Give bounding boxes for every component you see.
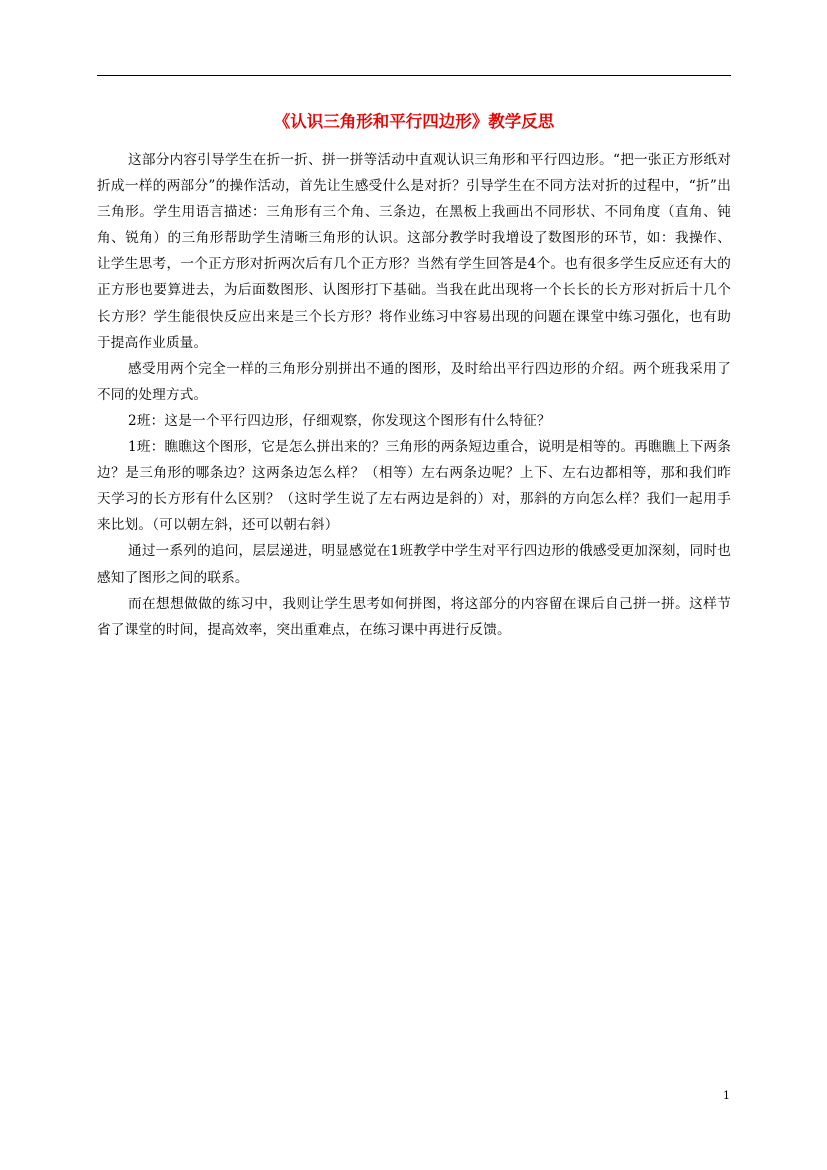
paragraph-class-2: 2班：这是一个平行四边形，仔细观察，你发现这个图形有什么特征？: [128, 412, 551, 429]
paragraph-intro: 这部分内容引导学生在折一折、拼一拼等活动中直观认识三角形和平行四边形。“把一张正方形纸对折成一样的两部分”的操作活动，首先让生感受什么是对折？引导学生在不同方法对折的过程中，“折”出三角形。学生用语言描述：三角形有三个角、三条边，在黑板上我画出不同形状、不同角度（直角、钝角、锐角）的三角形帮助学生清晰三角形的认识。这部分教学时我增设了数图形的环节，如：我操作、让学生思考，一个正方形对折两次后有几个正方形？当然有学生回答是4个。也有很多学生反应还有大的正方形也要算进去，为后面数图形、认图形打下基础。当我在此出现将一个长长的长方形对折后十几个长方形？学生能很快反应出来是三个长方形？将作业练习中容易出现的问题在课堂中练习强化，也有助于提高作业质量。: [97, 152, 731, 351]
paragraph-class-1: 1班：瞧瞧这个图形，它是怎么拼出来的？三角形的两条短边重合，说明是相等的。再瞧瞧上下两条边？是三角形的哪条边？这两条边怎么样？（相等）左右两条边呢？上下、左右边都相等，那和我们昨天学习的长方形有什么区别？（这时学生说了左右两边是斜的）对，那斜的方向怎么样？我们一起用手来比划。（可以朝左斜，还可以朝右斜）: [97, 439, 731, 534]
paragraph-comparison: 感受用两个完全一样的三角形分别拼出不通的图形，及时给出平行四边形的介绍。两个班我采用了不同的处理方式。: [97, 360, 731, 403]
paragraph-reflection: 通过一系列的追问，层层递进，明显感觉在1班教学中学生对平行四边形的俄感受更加深刻，同时也感知了图形之间的联系。: [97, 543, 731, 586]
page-number: 1: [723, 1089, 730, 1102]
document-body: [97, 147, 731, 643]
paragraph-practice: 而在想想做做的练习中，我则让学生思考如何拼图，将这部分的内容留在课后自己拼一拼。这样节省了课堂的时间，提高效率，突出重难点，在练习课中再进行反馈。: [97, 595, 731, 638]
document-title: 《认识三角形和平行四边形》教学反思: [273, 112, 555, 131]
header-rule: [97, 75, 731, 76]
